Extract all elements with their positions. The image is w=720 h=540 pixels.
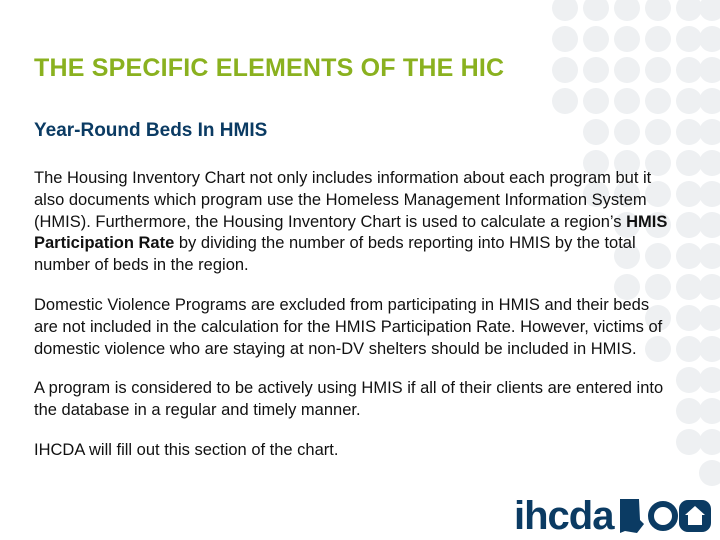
decorative-dot [583, 119, 609, 145]
slide-title: THE SPECIFIC ELEMENTS OF THE HIC [34, 54, 505, 82]
decorative-dot [699, 181, 720, 207]
decorative-dot [676, 243, 702, 269]
decorative-dot [614, 0, 640, 21]
decorative-dot [699, 119, 720, 145]
decorative-dot [645, 119, 671, 145]
slide-body [34, 168, 674, 480]
decorative-dot [614, 26, 640, 52]
decorative-dot [676, 88, 702, 114]
paragraph-participation-rate [34, 168, 674, 277]
decorative-dot [676, 119, 702, 145]
decorative-dot [614, 57, 640, 83]
decorative-dot [699, 57, 720, 83]
decorative-dot [676, 0, 702, 21]
decorative-dot [676, 181, 702, 207]
decorative-dot [645, 88, 671, 114]
paragraph-actively-using: A program is considered to be actively using HMIS if all of their clients are entered into the database in a regular and timely manner. [34, 379, 664, 420]
decorative-dot [699, 274, 720, 300]
decorative-dot [699, 429, 720, 455]
paragraph-text: The Housing Inventory Chart not only includes information about each program but it also documents which program use the Homeless Management Information System (HMIS). Furthermore, the Housing Inventory Chart is used to calculate a region’s [34, 169, 652, 231]
decorative-dot [645, 57, 671, 83]
decorative-dot [699, 243, 720, 269]
decorative-dot [552, 26, 578, 52]
paragraph-text: by dividing the number of beds reporting into HMIS by the total number of beds in the region. [34, 234, 636, 275]
decorative-dot [676, 57, 702, 83]
decorative-dot [699, 88, 720, 114]
decorative-dot [583, 0, 609, 21]
decorative-dot [552, 0, 578, 21]
decorative-dot [552, 57, 578, 83]
decorative-dot [676, 26, 702, 52]
decorative-dot [699, 0, 720, 21]
emphasis-participation-rate: HMIS Participation Rate [34, 212, 668, 253]
decorative-dot [676, 150, 702, 176]
decorative-dot [583, 88, 609, 114]
logo-wordmark: ihcda [514, 494, 614, 538]
decorative-dot [676, 429, 702, 455]
decorative-dot [699, 336, 720, 362]
decorative-dot [699, 150, 720, 176]
indiana-state-icon [617, 498, 647, 534]
decorative-dot [676, 305, 702, 331]
decorative-dot [645, 0, 671, 21]
paragraph-ihcda-note: IHCDA will fill out this section of the chart. [34, 440, 339, 459]
decorative-dot [699, 212, 720, 238]
decorative-dot [676, 367, 702, 393]
decorative-dot [614, 119, 640, 145]
decorative-dot [583, 26, 609, 52]
decorative-dot [676, 274, 702, 300]
ihcda-logo [514, 492, 711, 540]
decorative-dot [645, 26, 671, 52]
decorative-dot [699, 367, 720, 393]
decorative-dot [699, 305, 720, 331]
decorative-dot [583, 57, 609, 83]
decorative-dot [676, 398, 702, 424]
house-icon [679, 499, 711, 533]
decorative-dot [699, 460, 720, 486]
decorative-dot [614, 88, 640, 114]
decorative-dot [676, 212, 702, 238]
decorative-dot [676, 336, 702, 362]
paragraph-domestic-violence: Domestic Violence Programs are excluded from participating in HMIS and their beds are not included in the calculation for the HMIS Participation Rate. However, victims of domestic violence who are staying at non-DV shelters should be included in HMIS. [34, 295, 663, 358]
circle-icon [647, 500, 679, 532]
slide-subtitle: Year-Round Beds In HMIS [34, 120, 268, 141]
decorative-dot [552, 88, 578, 114]
decorative-dot [699, 398, 720, 424]
decorative-dot [699, 26, 720, 52]
